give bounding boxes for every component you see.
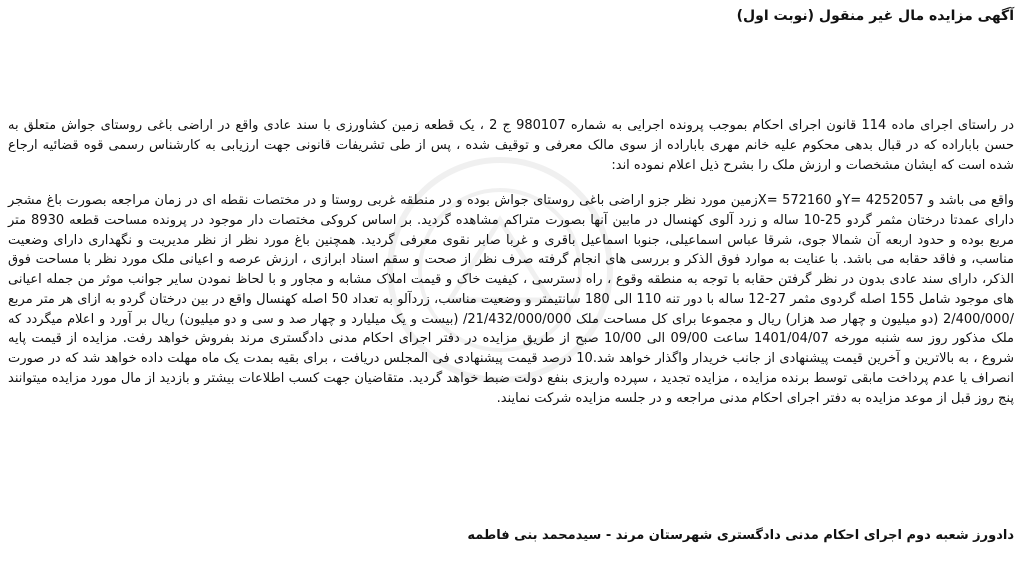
notice-intro-paragraph: در راستای اجرای ماده 114 قانون اجرای احکام بموجب پرونده اجرایی به شماره 980107 ج 2 ، یک قطعه زمین کشاورزی با سند عادی واقع در اراضی باغی روستای جواش متعلق به حسن باباراده که در قبال بدهی محکوم علیه خانم مهری باباراده از سوی مالک معرفی و توقیف شده ، پس از طی تشریفات قانونی جهت ارزیابی به کارشناس رسمی قوه قضائیه ارجاع شده است که ایشان مشخصات و ارزش ملک را بشرح ذیل اعلام نموده اند: [8, 118, 1014, 173]
notice-signature: دادورز شعبه دوم اجرای احکام مدنی دادگستری شهرستان مرند - سیدمحمد بنی فاطمه [467, 528, 1014, 543]
notice-title: آگهی مزایده مال غیر منقول (نوبت اول) [736, 8, 1014, 24]
notice-body-paragraph: واقع می باشد و Y= 4252057و X= 572160زمین مورد نظر جزو اراضی باغی روستای جواش بوده و در منطقه غربی روستا و در مختصات نقطه ای در زمان مراجعه بصورت باغ مشجر دارای عمدتا درختان مثمر گردو 25-10 ساله و زرد آلوی کهنسال در مابین آنها بصورت متراکم مشاهده گردید. بر اساس کروکی مختصات دار موجود در پرونده مساحت قطعه 8930 متر مربع بوده و حدود اربعه آن شمالا جوی، شرقا عباس اسماعیلی، جنوبا اسماعیل باقری و غربا صابر نقوی معرفی گردید. همچنین باغ مورد نظر از نظر مدیریت و نگهداری دارای وضعیت مناسب، و فاقد حقابه می باشد. با عنایت به موارد فوق الذکر و بررسی های انجام گرفته صرف نظر از صحت و سقم اسناد ابرازی ، ارزش عرصه و اعیانی ملک مورد نظر با مساحت فوق الذکر، دارای سند عادی بدون در نظر گرفتن حقابه با توجه به منطقه وقوع ، راه دسترسی ، کیفیت خاک و قیمت املاک مشابه و مجاور و با لحاظ نمودن سایر جوانب موثر من جمله اعیانی های موجود شامل 155 اصله گردوی مثمر 27-12 ساله با دور تنه 110 الی 180 سانتیمتر و وضعیت مناسب، زردآلو به تعداد 50 اصله کهنسال واقع در بین درختان گردو به ازای هر متر مربع /2/400/000 (دو میلیون و چهار صد هزار) ریال و مجموعا برای کل مساحت ملک 21/432/000/000/ (بیست و یک میلیارد و چهار صد و سی و دو میلیون) ریال بر آورد و اعلام میگردد که ملک مذکور روز سه شنبه مورخه 1401/04/07 ساعت 09/00 الی 10/00 صبح از طریق مزایده در دفتر اجرای احکام مدنی دادگستری مرند بفروش خواهد رفت. مزایده از قیمت پایه شروع ، به بالاترین و آخرین قیمت پیشنهادی از جانب خریدار واگذار خواهد شد.10 درصد قیمت پیشنهادی فی المجلس دریافت ، برای بقیه بمدت یک ماه مهلت داده خواهد شد که در صورت انصراف یا عدم پرداخت مابقی توسط برنده مزایده ، مزایده تجدید ، سپرده واریزی بنفع دولت ضبط خواهد گردید. متقاضیان جهت کسب اطلاعات بیشتر و بازدید از مال مورد مزایده میتوانند پنج روز قبل از موعد مزایده به دفتر اجرای احکام مدنی مراجعه و در جلسه مزایده شرکت نمایند. [8, 193, 1014, 406]
